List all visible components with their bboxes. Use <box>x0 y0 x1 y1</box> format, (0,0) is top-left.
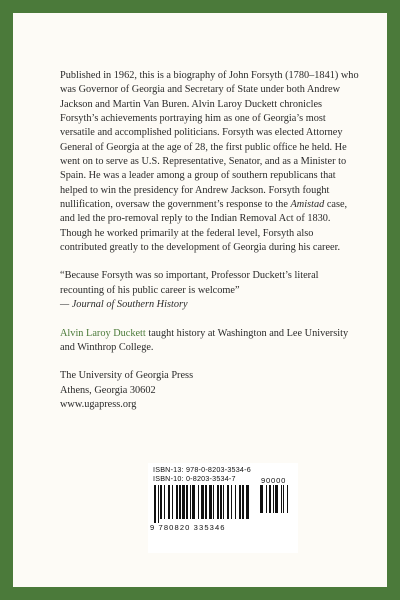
isbn-13: ISBN-13: 978-0-8203-3534-6 <box>153 465 251 474</box>
description-part-1: Published in 1962, this is a biography of John Forsyth (1780–1841) who was Governor of Georgia and Secretary of State under both Andrew Jackson and Martin Van Buren. Alvin Laroy Duckett chronicles Forsyth’s achievements portraying him as one of Georgia’s most versatile and accomplished politicians. Forsyth was elected Attorney General of Georgia at the age of 28, the first public office he held. He went on to serve as U.S. Representative, Senator, and as a Minister to Spain. He was a leader among a group of southern republicans that helped to win the presidency for Andrew Jackson. Forsyth fought nullification, oversaw the government’s response to the <box>60 70 359 211</box>
book-description <box>60 69 360 255</box>
description-part-2: case, and led the pro-removal reply to the Indian Removal Act of 1830. Though he worked primarily at the federal level, Forsyth also contributed greatly to the development of Georgia during his career. <box>60 199 348 254</box>
isbn-10: ISBN-10: 0-8203-3534-7 <box>153 474 236 483</box>
review-quote <box>60 269 360 312</box>
publisher-info <box>60 369 360 412</box>
description-italic-title: Amistad <box>290 199 325 211</box>
quote-source: — Journal of Southern History <box>60 299 188 311</box>
barcode-addon-bars-icon <box>258 485 292 531</box>
barcode-digits: 9 780820 335346 <box>150 523 226 532</box>
publisher-address: Athens, Georgia 30602 <box>60 384 156 396</box>
author-bio-text: taught history at Washington and Lee University and Winthrop College. <box>60 327 349 353</box>
publisher-url: www.ugapress.org <box>60 398 137 410</box>
author-name: Alvin Laroy Duckett <box>60 327 146 339</box>
barcode-addon-digits: 90000 <box>261 476 287 485</box>
author-bio <box>60 327 360 356</box>
publisher-name: The University of Georgia Press <box>60 370 194 382</box>
quote-text: “Because Forsyth was so important, Professor Duckett’s literal recounting of his public career is welcome” <box>60 270 319 296</box>
back-cover-content <box>60 69 360 412</box>
barcode <box>148 463 298 553</box>
barcode-bars-icon <box>152 485 254 523</box>
